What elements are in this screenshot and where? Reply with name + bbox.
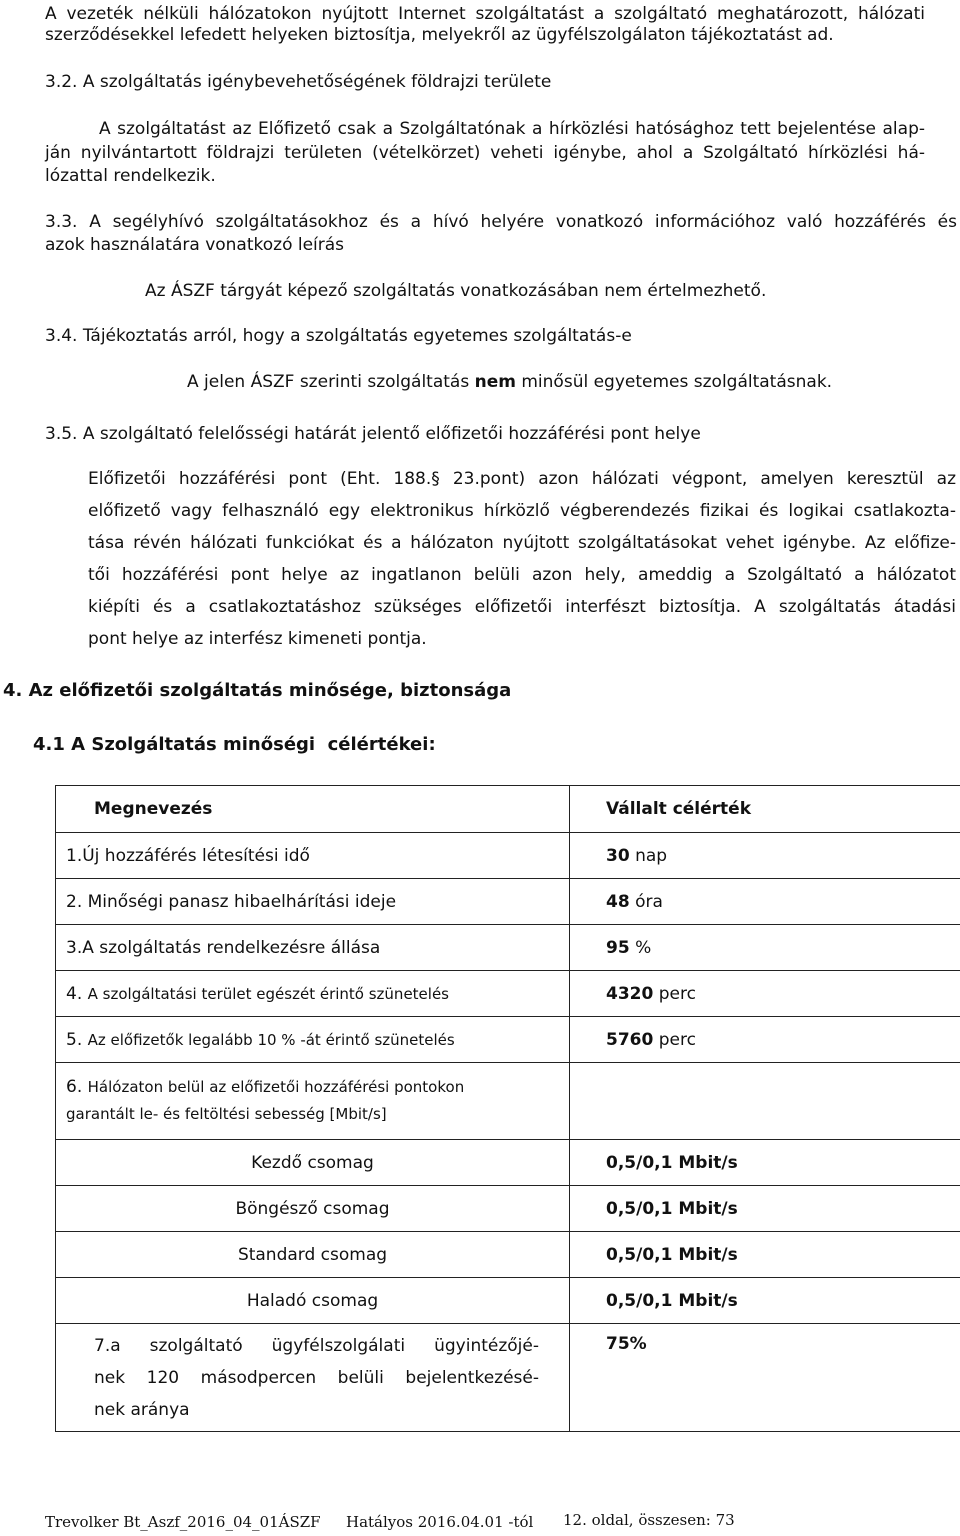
package-name: Böngésző csomag	[56, 1186, 570, 1232]
row-text: Hálózaton belül az előfizetői hozzáférési pontokon	[87, 1078, 465, 1096]
table-header-row	[56, 786, 960, 833]
package-name: Kezdő csomag	[56, 1140, 570, 1186]
row-text-line: nek 120 másodpercen belüli bejelentkezésé-	[94, 1367, 539, 1388]
row-text: garantált le- és feltöltési sebesség [Mbit/s]	[66, 1105, 387, 1123]
row-value	[570, 971, 960, 1017]
row-value	[570, 1063, 960, 1140]
column-header-target: Vállalt célérték	[570, 786, 960, 833]
section-heading-4: 4. Az előfizetői szolgáltatás minősége, biztonsága	[3, 680, 512, 701]
emphasis-nem: nem	[474, 372, 516, 392]
row-value	[570, 833, 960, 879]
row-text: Az előfizetők legalább 10 % -át érintő szünetelés	[87, 1030, 455, 1049]
value-unit: perc	[653, 983, 696, 1004]
row-value	[570, 1017, 960, 1063]
table-row	[56, 1063, 960, 1140]
section-3-4-text	[187, 371, 832, 393]
package-speed: 0,5/0,1 Mbit/s	[570, 1140, 960, 1186]
row-text-line: nek aránya	[94, 1399, 190, 1420]
package-speed: 0,5/0,1 Mbit/s	[570, 1232, 960, 1278]
section-heading-4-1: 4.1 A Szolgáltatás minőségi célértékei:	[33, 734, 436, 755]
value-number: 30	[606, 845, 630, 866]
package-speed: 0,5/0,1 Mbit/s	[570, 1278, 960, 1324]
value-number: 5760	[606, 1029, 654, 1050]
row-label	[56, 1324, 570, 1432]
table-row	[56, 925, 960, 971]
row-label: 1.Új hozzáférés létesítési idő	[56, 833, 570, 879]
row-value: 75%	[570, 1324, 960, 1432]
value-unit: %	[629, 937, 652, 958]
text-line: 3.3. A segélyhívó szolgáltatásokhoz és a hívó helyére vonatkozó információhoz való hozzáférés és	[45, 212, 957, 232]
footer-document-id: Trevolker Bt_Aszf_2016_04_01ÁSZF	[45, 1513, 321, 1531]
value-unit: nap	[629, 845, 668, 866]
row-number: 4.	[66, 983, 88, 1004]
footer-page-number: 12. oldal, összesen: 73	[563, 1511, 735, 1529]
text-line: azok használatára vonatkozó leírás	[45, 235, 345, 255]
text-line: tői hozzáférési pont helye az ingatlanon belüli azon hely, ameddig a Szolgáltató a hálózatot	[88, 565, 956, 585]
section-heading-3-2: 3.2. A szolgáltatás igénybevehetőségének földrajzi területe	[45, 72, 552, 92]
text-line: A szolgáltatást az Előfizető csak a Szolgáltatónak a hírközlési hatósághoz tett bejelentése alap-	[99, 119, 925, 139]
text-line: tása révén hálózati funkciókat és a hálózaton nyújtott szolgáltatásokat vehet igénybe. Az előfize-	[88, 533, 956, 553]
row-label: 2. Minőségi panasz hibaelhárítási ideje	[56, 879, 570, 925]
package-row	[56, 1186, 960, 1232]
footer-valid-from: Hatályos 2016.04.01 -tól	[346, 1513, 534, 1531]
package-name: Haladó csomag	[56, 1278, 570, 1324]
text-line: A vezeték nélküli hálózatokon nyújtott Internet szolgáltatást a szolgáltató meghatározott, hálózati	[45, 4, 925, 24]
text-line: szerződésekkel lefedett helyeken biztosítja, melyekről az ügyfélszolgálaton tájékoztatást ad.	[45, 25, 834, 45]
row-value	[570, 925, 960, 971]
section-3-3-text: Az ÁSZF tárgyát képező szolgáltatás vonatkozásában nem értelmezhető.	[145, 281, 767, 301]
value-unit: óra	[629, 891, 663, 912]
row-value	[570, 879, 960, 925]
value-number: 4320	[606, 983, 654, 1004]
package-row	[56, 1278, 960, 1324]
quality-targets-table	[55, 785, 960, 1432]
row-text-line: 7.a szolgáltató ügyfélszolgálati ügyintézőjé-	[94, 1335, 539, 1356]
row-label	[56, 971, 570, 1017]
row-text: A szolgáltatási terület egészét érintő szünetelés	[87, 984, 449, 1003]
section-heading-3-5: 3.5. A szolgáltató felelősségi határát jelentő előfizetői hozzáférési pont helye	[45, 424, 701, 444]
column-header-name: Megnevezés	[56, 786, 570, 833]
row-label	[56, 1063, 570, 1140]
package-speed: 0,5/0,1 Mbit/s	[570, 1186, 960, 1232]
table-row	[56, 971, 960, 1017]
text-line: Előfizetői hozzáférési pont (Eht. 188.§ 23.pont) azon hálózati végpont, amelyen keresztül az	[88, 469, 956, 489]
row-label	[56, 1017, 570, 1063]
row-number: 6.	[66, 1077, 88, 1097]
table-row	[56, 1324, 960, 1432]
text-line: lózattal rendelkezik.	[45, 166, 216, 186]
row-number: 5.	[66, 1029, 88, 1050]
text-part: minősül egyetemes szolgáltatásnak.	[515, 372, 833, 392]
text-line: kiépíti és a csatlakoztatáshoz szükséges előfizetői interfészt biztosítja. A szolgáltatás átadási	[88, 597, 956, 617]
section-heading-3-4: 3.4. Tájékoztatás arról, hogy a szolgáltatás egyetemes szolgáltatás-e	[45, 326, 632, 346]
package-row	[56, 1232, 960, 1278]
value-number: 48	[606, 891, 630, 912]
table-row	[56, 1017, 960, 1063]
package-row	[56, 1140, 960, 1186]
table-row	[56, 879, 960, 925]
row-label: 3.A szolgáltatás rendelkezésre állása	[56, 925, 570, 971]
package-name: Standard csomag	[56, 1232, 570, 1278]
value-unit: perc	[653, 1029, 696, 1050]
text-line: pont helye az interfész kimeneti pontja.	[88, 629, 427, 649]
table-row	[56, 833, 960, 879]
text-line: előfizető vagy felhasználó egy elektronikus hírközlő végberendezés fizikai és logikai csatlakozta-	[88, 501, 956, 521]
text-line: ján nyilvántartott földrajzi területen (vételkörzet) veheti igénybe, ahol a Szolgáltató hírközlési há-	[45, 143, 925, 163]
text-part: A jelen ÁSZF szerinti szolgáltatás	[187, 372, 475, 392]
value-number: 95	[606, 937, 630, 958]
